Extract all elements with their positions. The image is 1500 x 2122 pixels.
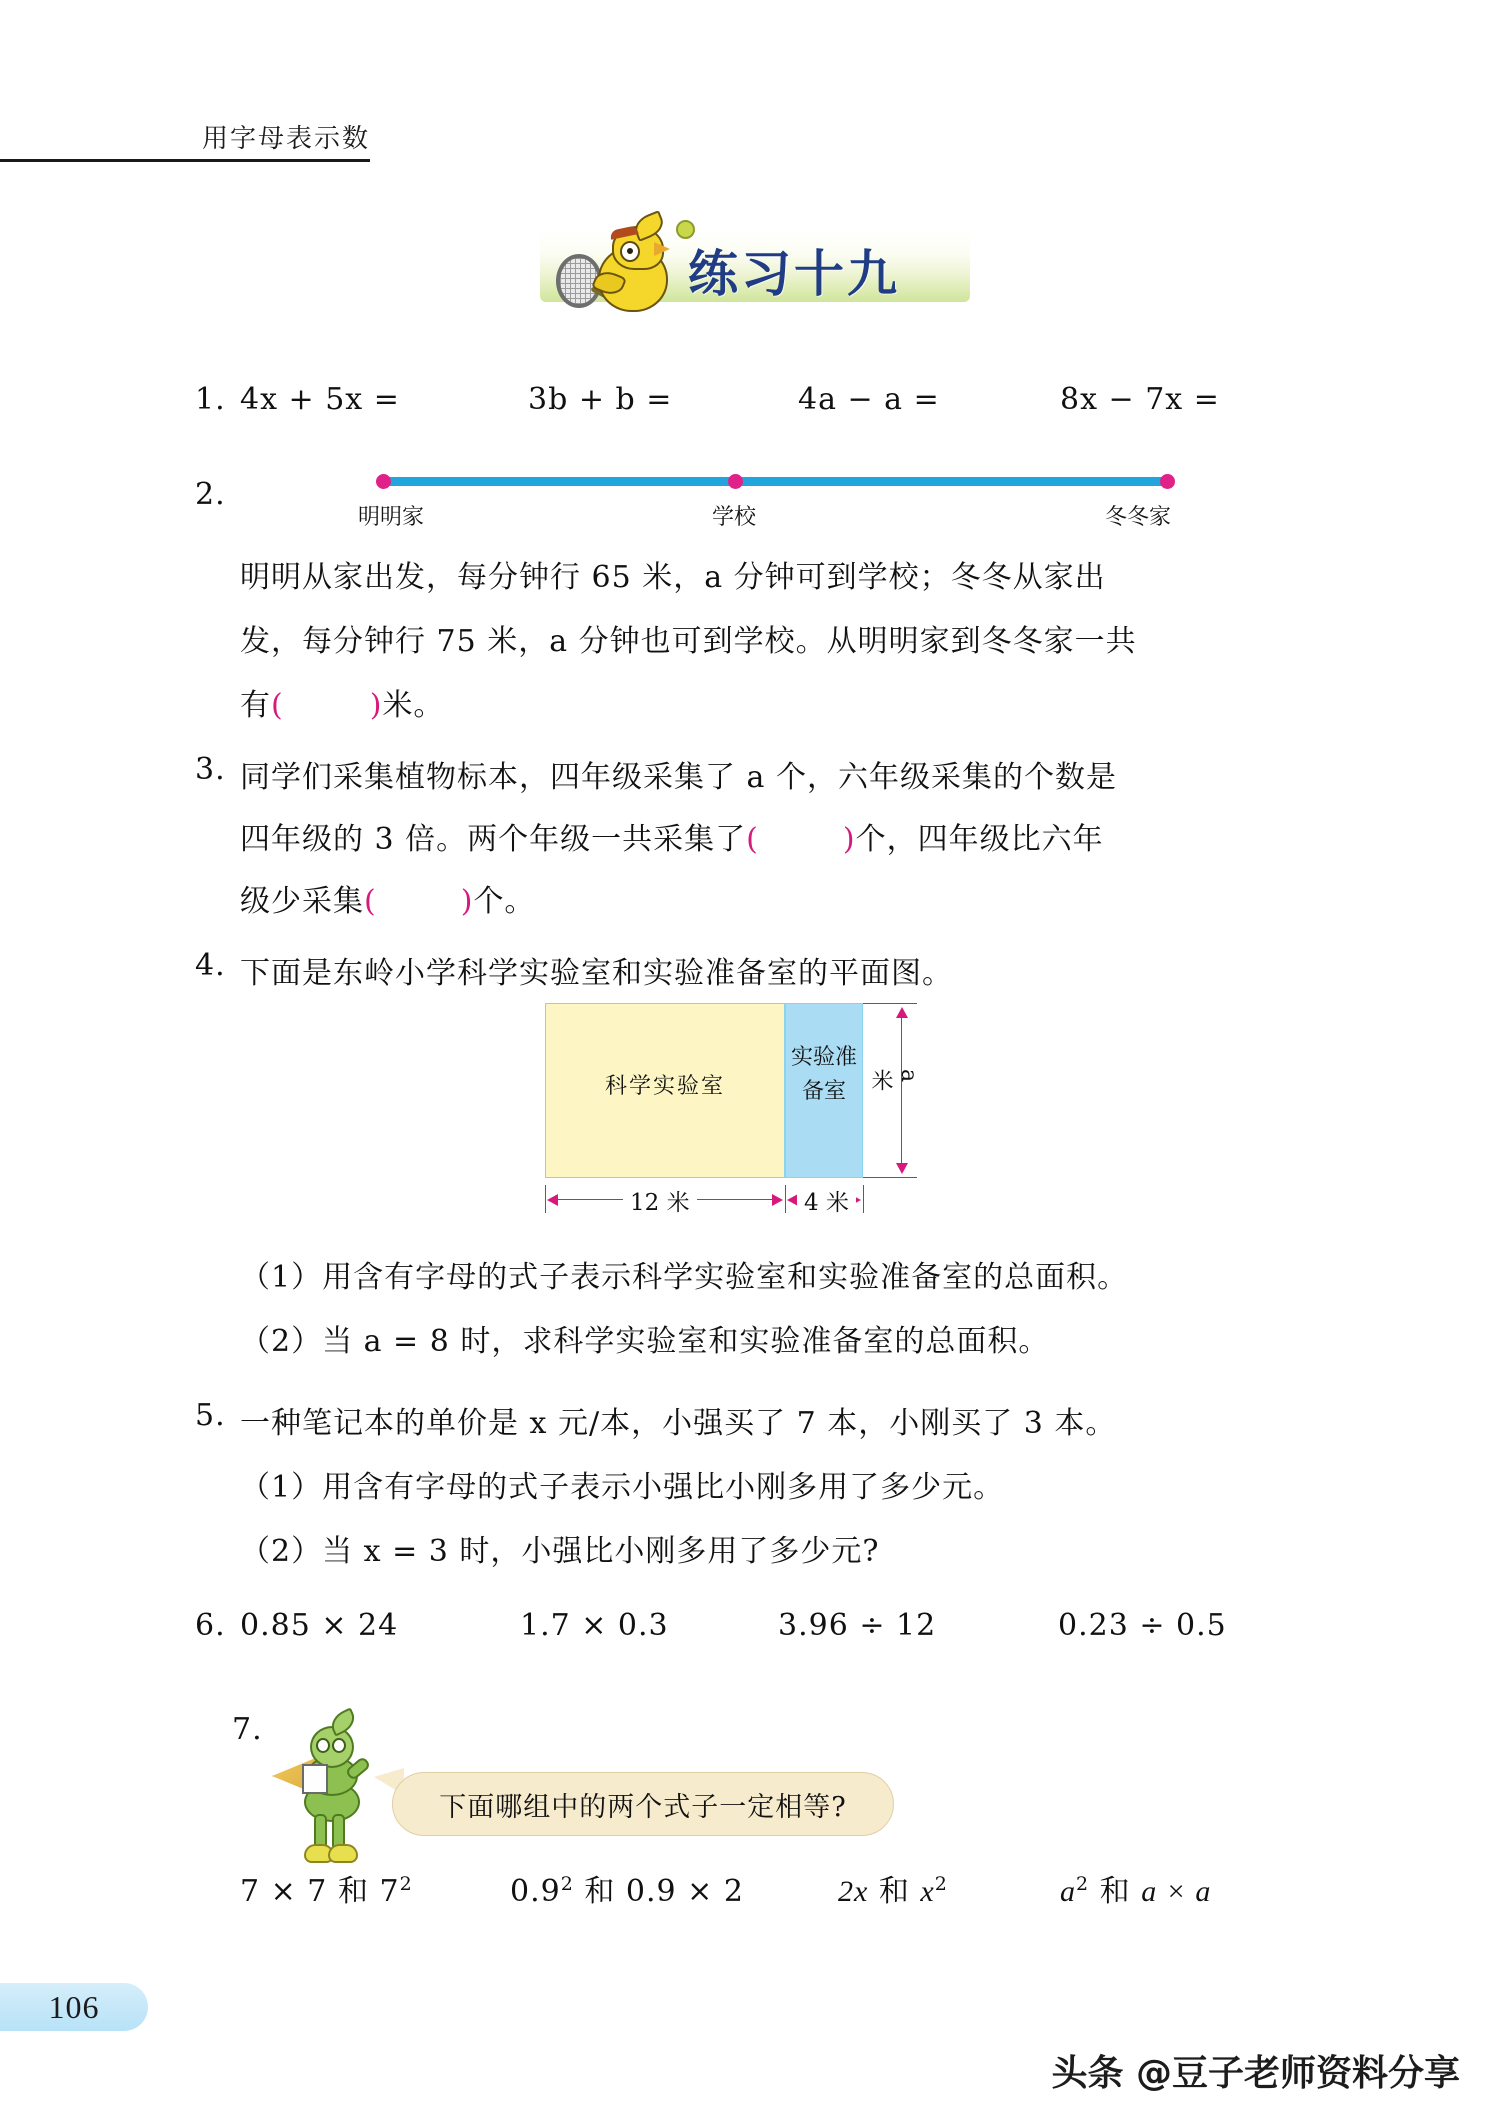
pair-3-conj: 和 (1099, 1874, 1131, 1909)
problem-2-blank-paren-open: ( (271, 688, 284, 723)
problem-6-item-2: 3.96 ÷ 12 (778, 1608, 937, 1643)
pair-2-left: 2x (838, 1875, 869, 1908)
height-tick-top (863, 1003, 917, 1004)
number-line-label-1: 学校 (712, 505, 757, 530)
problem-3-line2-a: 四年级的 3 倍。两个年级一共采集了 (240, 822, 747, 857)
pair-2-right: x (920, 1875, 935, 1908)
problem-3-blank2-paren-close: ) (460, 884, 474, 919)
number-line-dot-right (1160, 474, 1175, 489)
height-label: a 米 (868, 1069, 921, 1091)
pair-2-conj: 和 (878, 1874, 910, 1909)
number-line-dot-left (376, 474, 391, 489)
width-tick-0 (545, 1185, 546, 1213)
pair-0-right-sup: 2 (399, 1873, 413, 1895)
problem-7-number: 7. (232, 1712, 263, 1747)
problem-1-item-3: 8x − 7x = (1060, 382, 1220, 417)
problem-5-number: 5. (195, 1398, 226, 1433)
problem-2-blank-paren-close: ) (369, 688, 383, 723)
pair-1-left-sup: 2 (560, 1873, 574, 1895)
problem-2-line3-after: 米。 (382, 688, 445, 723)
problem-3-line-2 (240, 814, 1104, 858)
problem-2-line-1: 明明从家出发，每分钟行 65 米，a 分钟可到学校；冬冬从家出 (240, 560, 1106, 595)
tennis-ball-icon (676, 220, 695, 239)
number-line-dot-middle (728, 474, 743, 489)
problem-3-blank1-paren-open: ( (746, 822, 759, 857)
problem-5-sub-1: （1）用含有字母的式子表示小强比小刚多用了多少元。 (240, 1470, 1005, 1505)
problem-7-pair-2 (838, 1866, 948, 1910)
chick-beak (654, 242, 670, 256)
problem-3-line3-a: 级少采集 (240, 884, 364, 919)
problem-7-pair-0 (240, 1866, 413, 1910)
running-head (0, 118, 370, 162)
problem-2-line3-before: 有 (240, 688, 271, 723)
width-a-label: 12 米 (623, 1184, 697, 1217)
problem-6-item-0: 0.85 × 24 (240, 1608, 399, 1643)
pair-1-right: 0.9 × 2 (625, 1874, 744, 1909)
problem-4-sub-1: （1）用含有字母的式子表示科学实验室和实验准备室的总面积。 (240, 1260, 1129, 1295)
problem-5-sub-2: （2）当 x = 3 时，小强比小刚多用了多少元? (240, 1534, 880, 1569)
problem-4-number: 4. (195, 948, 226, 983)
problem-3-line-1: 同学们采集植物标本，四年级采集了 a 个，六年级采集的个数是 (240, 760, 1117, 795)
problem-3-number: 3. (195, 752, 226, 787)
caterpillar-shoe-right (328, 1844, 358, 1863)
pair-1-left: 0.9 (510, 1874, 561, 1909)
pair-2-right-sup: 2 (934, 1873, 948, 1895)
problem-6-item-3: 0.23 ÷ 0.5 (1058, 1608, 1227, 1643)
prep-room-label: 实验准备室 (790, 1045, 857, 1104)
chick-eye (620, 241, 640, 262)
width-a-arrow-left-icon (547, 1194, 558, 1206)
science-lab-label: 科学实验室 (604, 1074, 725, 1099)
pair-3-left: a (1060, 1875, 1076, 1908)
problem-3-line2-b: 个，四年级比六年 (855, 822, 1104, 857)
exercise-title: 练习十九 (688, 244, 900, 303)
chick-mascot-icon (550, 216, 700, 324)
number-line-bar (380, 477, 1170, 486)
problem-3-blank1-paren-close: ) (842, 822, 856, 857)
height-arrow-up-icon (896, 1007, 908, 1018)
problem-3-blank2-paren-open: ( (364, 884, 377, 919)
number-line-label-0: 明明家 (358, 505, 425, 530)
problem-1-number: 1. (195, 382, 226, 417)
pair-0-right: 7 (379, 1874, 400, 1909)
problem-2-line-2: 发，每分钟行 75 米，a 分钟也可到学校。从明明家到冬冬家一共 (240, 624, 1137, 659)
problem-3-line3-b: 个。 (473, 884, 536, 919)
pair-1-conj: 和 (584, 1874, 616, 1909)
width-a-arrow-right-icon (772, 1194, 783, 1206)
caterpillar-eye-left (316, 1738, 330, 1753)
problem-1-item-1: 3b + b = (528, 382, 673, 417)
width-tick-1 (785, 1185, 786, 1213)
speech-bubble-text: 下面哪组中的两个式子一定相等? (439, 1791, 847, 1823)
pair-0-conj: 和 (337, 1874, 369, 1909)
running-head-text: 用字母表示数 (201, 124, 370, 154)
page-number: 106 (48, 1988, 100, 2025)
chick-tuft (631, 210, 667, 242)
pair-0-left: 7 × 7 (240, 1874, 328, 1909)
problem-4-stem: 下面是东岭小学科学实验室和实验准备室的平面图。 (240, 956, 953, 991)
page-number-tab (0, 1983, 148, 2031)
number-line-label-2: 冬冬家 (1105, 505, 1172, 530)
height-arrow-down-icon (896, 1163, 908, 1174)
pair-3-left-sup: 2 (1076, 1873, 1090, 1895)
problem-1-item-0: 4x + 5x = (240, 382, 400, 417)
problem-6-number: 6. (195, 1608, 226, 1643)
watermark-text: 头条 @豆子老师资料分享 (1051, 2053, 1460, 2094)
width-dimensions (545, 1185, 917, 1219)
problem-1-item-2: 4a − a = (798, 382, 940, 417)
height-tick-bottom (863, 1177, 917, 1178)
caterpillar-eye-right (332, 1738, 346, 1753)
caterpillar-mascot-icon (286, 1716, 382, 1868)
book-icon (302, 1764, 328, 1794)
problem-2-number: 2. (195, 477, 226, 512)
problem-4-sub-2: （2）当 a = 8 时，求科学实验室和实验准备室的总面积。 (240, 1324, 1050, 1359)
width-tick-2 (863, 1185, 864, 1213)
problem-7-pair-3 (1060, 1866, 1211, 1910)
problem-5-stem: 一种笔记本的单价是 x 元/本，小强买了 7 本，小刚买了 3 本。 (240, 1406, 1117, 1441)
number-line-diagram (380, 474, 1170, 488)
width-b-label: 4 米 (797, 1184, 856, 1217)
problem-2-line-3 (240, 680, 444, 724)
problem-7-pair-1 (510, 1866, 744, 1910)
speech-bubble (392, 1772, 894, 1836)
problem-6-item-1: 1.7 × 0.3 (520, 1608, 669, 1643)
problem-3-line-3 (240, 876, 535, 920)
pair-3-right: a × a (1141, 1875, 1212, 1908)
